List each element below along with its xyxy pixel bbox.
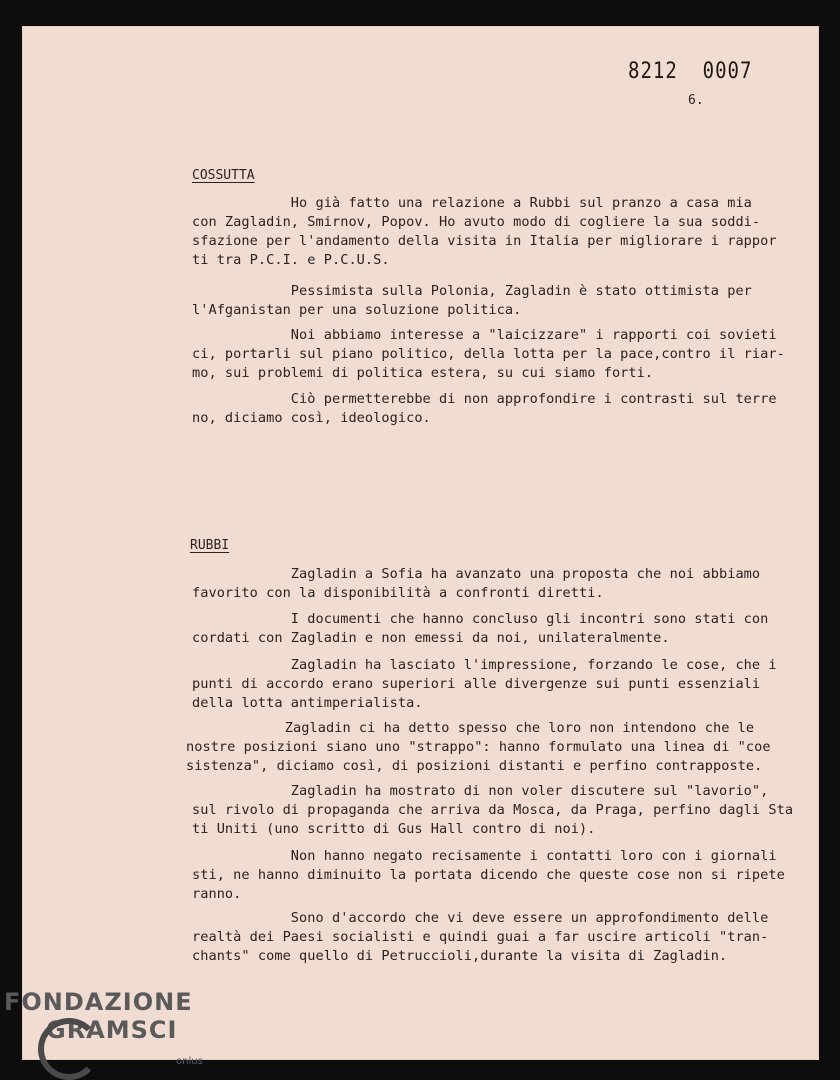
- paragraph: Zagladin ci ha detto spesso che loro non intendono che le nostre posizioni siano uno "strappo": hanno formulato una linea di "coe sistenza", diciamo così, di posizioni distanti e perfino contrapposte.: [186, 720, 771, 774]
- watermark-line3: onlus: [176, 1056, 203, 1067]
- paragraph: Zagladin ha mostrato di non voler discutere sul "lavorio", sul rivolo di propaganda che arriva da Mosca, da Praga, perfino dagli ti Uniti (uno scritto di Gus Hall contro di noi).: [192, 783, 769, 837]
- watermark-line1: FONDAZIONE: [4, 988, 193, 1016]
- paragraph: Ho già fatto una relazione a Rubbi sul pranzo a casa mia con Zagladin, Smirnov, Popov. Ho avuto modo di cogliere la sua soddi- sfazione per l'andamento della visita in Italia per migliorare i rappor ti tra P.C.I. e P.C.U.S.: [192, 195, 777, 268]
- paragraph: Sono d'accordo che vi deve essere un approfondimento delle realtà dei Paesi socialisti e quindi guai a far uscire articoli "tran- chants" come quello di Petruccioli,durante la visita di Zagladin.: [192, 910, 769, 964]
- paragraph: Ciò permetterebbe di non approfondire i contrasti sul terre no, diciamo così, ideologico.: [192, 391, 777, 426]
- document-page: [22, 26, 819, 1060]
- archive-number: 8212 0007: [628, 58, 753, 84]
- paragraph: Zagladin a Sofia ha avanzato una proposta che noi abbiamo favorito con la disponibilità a confronti diretti.: [192, 566, 761, 601]
- speaker-heading-cossutta: COSSUTTA: [192, 168, 255, 183]
- page-number: 6.: [688, 93, 704, 108]
- fondazione-gramsci-watermark: [4, 988, 203, 1067]
- paragraph: Pessimista sulla Polonia, Zagladin è stato ottimista per l'Afganistan per una soluzione politica.: [192, 283, 752, 318]
- speaker-heading-rubbi: RUBBI: [190, 538, 230, 553]
- paragraph: Non hanno negato recisamente i contatti loro con i giornali sti, ne hanno diminuito la portata dicendo che queste cose non si ripete ranno.: [192, 848, 785, 902]
- paragraph: I documenti che hanno concluso gli incontri sono stati con cordati con Zagladin e non emessi da noi, unilateralmente.: [192, 611, 769, 646]
- paragraph: Zagladin ha lasciato l'impressione, forzando le cose, che punti di accordo erano superiori alle divergenze sui punti essenziali della lotta antimperialista.: [192, 657, 761, 711]
- watermark-line2: GRAMSCI: [46, 1016, 178, 1044]
- logo-ring-icon: [38, 1018, 100, 1080]
- paragraph: Noi abbiamo interesse a "laicizzare" i rapporti coi sovieti ci, portarli sul piano politico, della lotta per la pace,contro il riar- mo, sui problemi di politica estera, su cui siamo forti.: [192, 327, 785, 381]
